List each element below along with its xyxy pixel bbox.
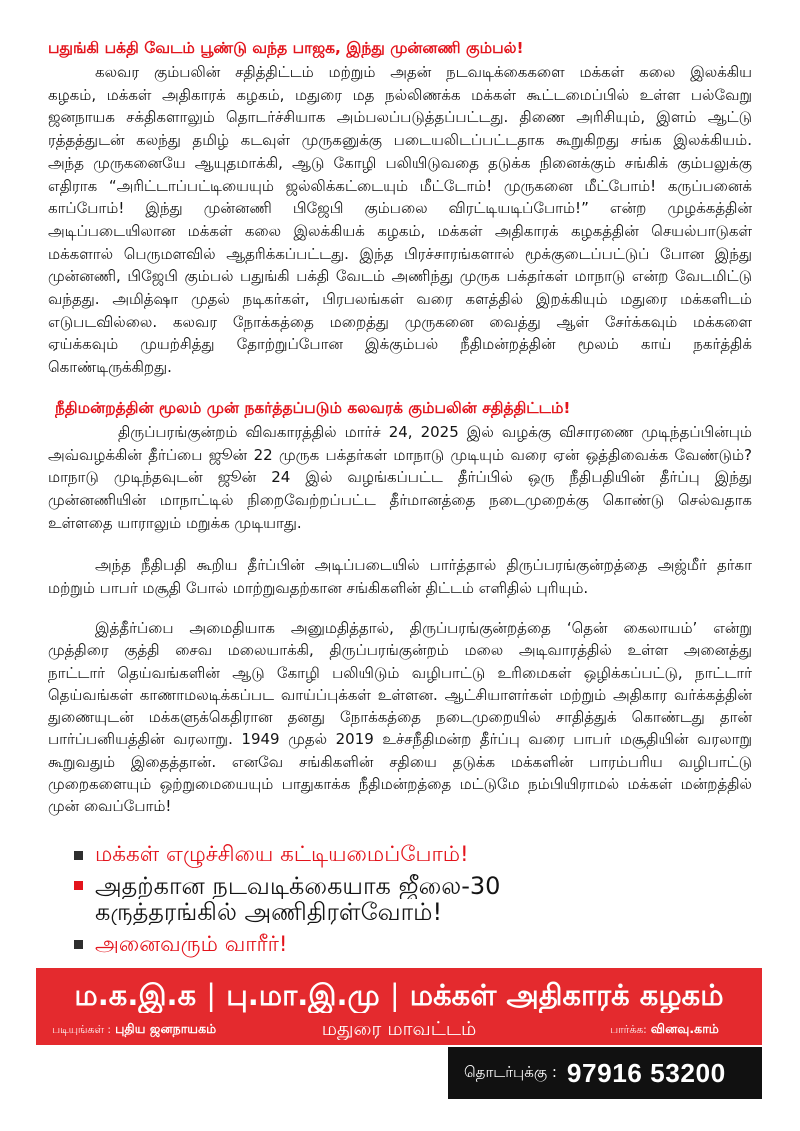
paragraph-line: திருப்பரங்குன்றம் விவகாரத்தில் மார்ச் 24, 2025 இல் வழக்கு விசாரணை முடிந்தப்பின்பும் bbox=[118, 423, 752, 441]
separator: | bbox=[206, 978, 217, 1012]
website-name: வினவு.காம் bbox=[650, 1021, 719, 1036]
call-to-action: அனைவரும் வாரீர்! bbox=[95, 932, 288, 957]
paragraph-line: அடிப்படையிலான மக்கள் கலை இலக்கியக் கழகம், மக்கள் அதிகாரக் கழகத்தின் செயல்பாடுகள் bbox=[48, 221, 752, 240]
paragraph-line: முன் வைப்போம்! bbox=[48, 797, 172, 816]
square-bullet-icon bbox=[74, 881, 83, 890]
visit-label: பார்க்க: bbox=[610, 1023, 647, 1036]
paragraph-line: ஏய்க்கவும் முயற்சித்து தோற்றுப்போன இக்கும்பல் நீதிமன்றத்தின் மூலம் காய் நகர்த்திக் bbox=[48, 335, 752, 354]
paragraph-line: நாட்டார் தெய்வங்களின் ஆடு கோழி பலியிடும் வழிபாட்டு உரிமைகள் ஒழிக்கப்பட்டு, நாட்டார் bbox=[48, 663, 752, 682]
paragraph-line: எடுபடவில்லை. கலவர நோக்கத்தை மறைத்து முருகனை வைத்து ஆள் சேர்க்கவும் மக்களை bbox=[48, 312, 752, 331]
paragraph-line: வந்தது. அமித்ஷா முதல் நடிகர்கள், பிரபலங்கள் வரை களத்தில் இறக்கியும் மதுரை மக்களிடம் bbox=[48, 290, 752, 309]
paragraph-line: இத்தீர்ப்பை அமைதியாக அனுமதித்தால், திருப்பரங்குன்றத்தை ‘தென் கைலாயம்’ என்று bbox=[95, 619, 752, 637]
paragraph bbox=[48, 617, 752, 818]
paragraph-line: கலவர கும்பலின் சதித்திட்டம் மற்றும் அதன் நடவடிக்கைகளை மக்கள் கலை இலக்கிய bbox=[95, 63, 752, 81]
paragraph-line: ஜனநாயக சக்திகளாலும் தொடர்ச்சியாக அம்பலப்படுத்தப்பட்டது. திணை அரிசியும், இளம் ஆட்டு bbox=[48, 108, 752, 127]
paragraph-line: அந்த நீதிபதி கூறிய தீர்ப்பின் அடிப்படையில் பார்த்தால் திருப்பரங்குன்றத்தை அஜ்மீர் தர்கா bbox=[95, 556, 752, 574]
contact-number: 97916 53200 bbox=[566, 1057, 726, 1088]
call-to-action: அதற்கான நடவடிக்கையாக ஜீலை-30 bbox=[95, 873, 501, 899]
organizations-title bbox=[49, 977, 749, 1013]
paragraph-line: மாநாடு முடிந்தவுடன் ஜூன் 24 இல் வழங்கப்பட்ட தீர்ப்பில் ஒரு நீதிபதியின் தீர்ப்பு இந்து bbox=[48, 468, 752, 487]
read-note bbox=[52, 1018, 302, 1040]
paragraph-line: அவ்வழக்கின் தீர்ப்பை ஜூன் 22 முருக பக்தர்கள் மாநாடு முடியும் வரை ஏன் ஒத்திவைக்க வேண்டும்? bbox=[48, 445, 752, 464]
separator: | bbox=[389, 978, 400, 1012]
section-heading: பதுங்கி பக்தி வேடம் பூண்டு வந்த பாஜக, இந்து முன்னணி கும்பல்! bbox=[48, 39, 524, 57]
paragraph-line: பார்ப்பனியத்தின் வரலாறு. 1949 முதல் 2019 உச்சநீதிமன்ற தீர்ப்பு வரை பாபர் மசூதியின் வரலாறு bbox=[48, 730, 752, 749]
paragraph bbox=[48, 421, 752, 535]
paragraph bbox=[48, 61, 752, 379]
visit-note bbox=[610, 1018, 755, 1040]
org-name: மக்கள் அதிகாரக் கழகம் bbox=[409, 978, 724, 1012]
section-heading: நீதிமன்றத்தின் மூலம் முன் நகர்த்தப்படும் கலவரக் கும்பலின் சதித்திட்டம்! bbox=[55, 399, 571, 417]
square-bullet-icon bbox=[74, 940, 83, 949]
read-label: படியுங்கள் : bbox=[52, 1023, 112, 1036]
call-to-action: கருத்தரங்கில் அணிதிரள்வோம்! bbox=[95, 899, 443, 925]
paragraph-line: மக்களால் பெருமளவில் ஆதரிக்கப்பட்டது. இந்த பிரச்சாரங்களால் மூக்குடைப்பட்டுப் போன இந்து bbox=[48, 244, 752, 263]
contact-box bbox=[448, 1047, 762, 1099]
publication-name: புதிய ஜனநாயகம் bbox=[115, 1021, 217, 1036]
call-to-action: மக்கள் எழுச்சியை கட்டியமைப்போம்! bbox=[95, 842, 469, 867]
paragraph-line: உள்ளதை யாராலும் மறுக்க முடியாது. bbox=[48, 513, 302, 532]
paragraph-line: முன்னணியின் மாநாட்டில் நிறைவேற்றப்பட்ட தீர்மானத்தை நடைமுறைக்கு கொண்டு செல்வதாக bbox=[48, 491, 752, 510]
footer-banner bbox=[36, 968, 762, 1045]
paragraph-line: எதிராக “அரிட்டாப்பட்டியையும் ஜல்லிக்கட்டையும் மீட்டோம்! முருகனை மீட்போம்! கருப்பனைக் bbox=[48, 176, 752, 195]
paragraph-line: முன்னணி, பிஜேபி கும்பல் பதுங்கி பக்தி வேடம் அணிந்து முருக பக்தர்கள் மாநாடு என்ற வேடமிட்டு bbox=[48, 267, 752, 286]
paragraph-line: துணையுடன் மக்களுக்கெதிரான தனது நோக்கத்தை நடைமுறையில் சாதித்துக் கொண்டது தான் bbox=[48, 708, 752, 727]
paragraph-line: கழகம், மக்கள் அதிகாரக் கழகம், மதுரை மத நல்லிணக்க மக்கள் கூட்டமைப்பில் உள்ள பல்வேறு bbox=[48, 85, 752, 104]
org-name: பு.மா.இ.மு bbox=[226, 978, 380, 1012]
paragraph-line: ரத்தத்துடன் கலந்து தமிழ் கடவுள் முருகனுக்கு படையலிடப்பட்டதாக கூறுகிறது சங்க இலக்கியம். bbox=[48, 131, 752, 150]
paragraph-line: கொண்டிருக்கிறது. bbox=[48, 358, 172, 377]
district-name: மதுரை மாவட்டம் bbox=[321, 1018, 477, 1040]
paragraph-line: தெய்வங்கள் காணாமலடிக்கப்பட வாய்ப்புக்கள் உள்ளன. ஆட்சியாளர்கள் மற்றும் அதிகார வர்க்கத்தின் bbox=[48, 685, 752, 704]
paragraph bbox=[48, 554, 752, 599]
paragraph-line: அந்த முருகனையே ஆயுதமாக்கி, ஆடு கோழி பலியிடுவதை தடுக்க நினைக்கும் சங்கிக் கும்பலுக்கு bbox=[48, 153, 752, 172]
paragraph-line: முறைகளையும் ஒற்றுமையையும் பாதுகாக்க நீதிமன்றத்தை மட்டுமே நம்பியிராமல் மக்கள் மன்றத்தில் bbox=[48, 775, 752, 794]
paragraph-line: முத்திரை குத்தி சைவ மலையாக்கி, திருப்பரங்குன்றம் மலை அடிவாரத்தில் உள்ள அனைத்து bbox=[48, 641, 752, 660]
paragraph-line: காப்போம்! இந்து முன்னணி பிஜேபி கும்பலை விரட்டியடிப்போம்!” என்ற முழக்கத்தின் bbox=[48, 199, 752, 218]
paragraph-line: கூறுவதும் இதைத்தான். எனவே சங்கிகளின் சதியை தடுக்க மக்களின் பாரம்பரிய வழிபாட்டு bbox=[48, 752, 752, 771]
contact-label: தொடர்புக்கு : bbox=[464, 1063, 557, 1081]
square-bullet-icon bbox=[74, 851, 83, 860]
paragraph-line: மற்றும் பாபர் மசூதி போல் மாற்றுவதற்கான சங்கிகளின் திட்டம் எளிதில் புரியும். bbox=[48, 578, 589, 597]
org-name: ம.க.இ.க bbox=[74, 978, 197, 1012]
